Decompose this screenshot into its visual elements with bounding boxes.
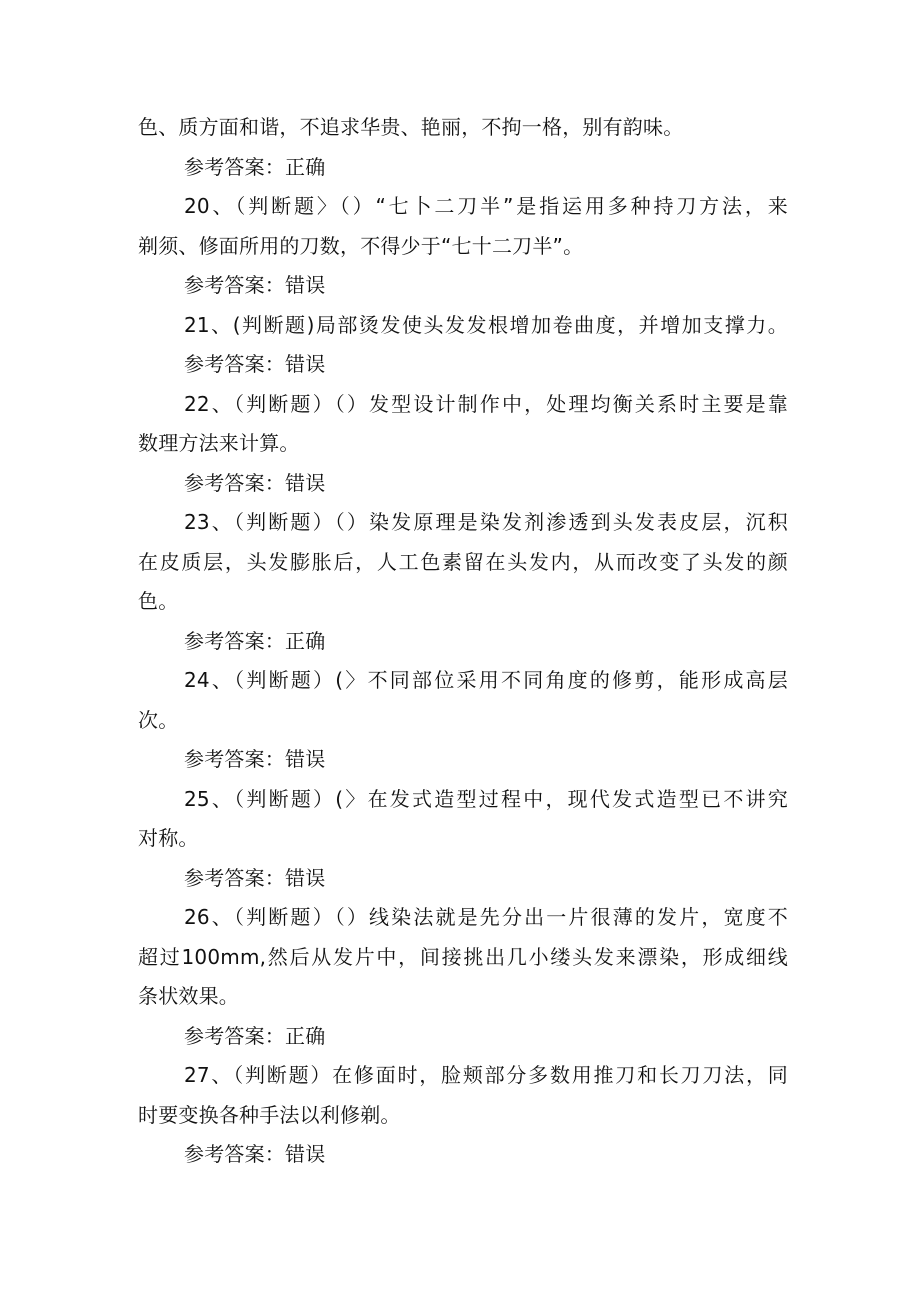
document-page [138,108,788,1175]
text-line: 剃须、修面所用的刀数，不得少于“七十二刀半”。 [138,233,584,258]
text-line: 在皮质层，头发膨胀后，人工色素留在头发内，从而改变了头发的颜 [138,549,788,574]
text-line: 对称。 [138,826,199,850]
answer-line: 参考答案：错误 [184,470,326,495]
question-line: 20、（判断题〉（）“七卜二刀半”是指运用多种持刀方法，来 [184,194,788,218]
text-line: 数理方法来计算。 [138,431,300,455]
text-line: 超过100mm,然后从发片中，间接挑出几小缕头发来漂染，形成细线 [138,944,788,969]
question-line: 25、（判断题）(〉在发式造型过程中，现代发式造型已不讲究 [184,786,788,811]
question-line: 27、（判断题）在修面时，脸颊部分多数用推刀和长刀刀法，同 [184,1063,788,1087]
answer-line: 参考答案：正确 [184,628,326,653]
text-line: 色、质方面和谐，不追求华贵、艳丽，不拘一格，别有韵味。 [138,115,684,139]
answer-line: 参考答案：错误 [184,865,326,890]
question-line: 23、（判断题）（）染发原理是染发剂渗透到头发表皮层，沉积 [184,510,788,534]
text-line: 时要变换各种手法以利修剃。 [138,1102,401,1127]
question-line: 24、（判断题）(〉不同部位采用不同角度的修剪，能形成高层 [184,668,788,692]
question-line: 26、（判断题）（）线染法就是先分出一片很薄的发片，宽度不 [184,905,788,929]
answer-line: 参考答案：正确 [184,1023,326,1048]
answer-line: 参考答案：错误 [184,352,326,376]
answer-line: 参考答案：正确 [184,154,326,179]
answer-line: 参考答案：错误 [184,747,326,771]
question-line: 22、（判断题）（）发型设计制作中，处理均衡关系时主要是靠 [184,391,788,416]
text-line: 色。 [138,589,179,613]
question-line: 21、(判断题)局部烫发使头发发根增加卷曲度，并增加支撑力。 [184,312,788,337]
text-line: 次。 [138,707,179,732]
answer-line: 参考答案：错误 [184,1142,326,1166]
text-line: 条状效果。 [138,984,239,1008]
answer-line: 参考答案：错误 [184,273,326,297]
